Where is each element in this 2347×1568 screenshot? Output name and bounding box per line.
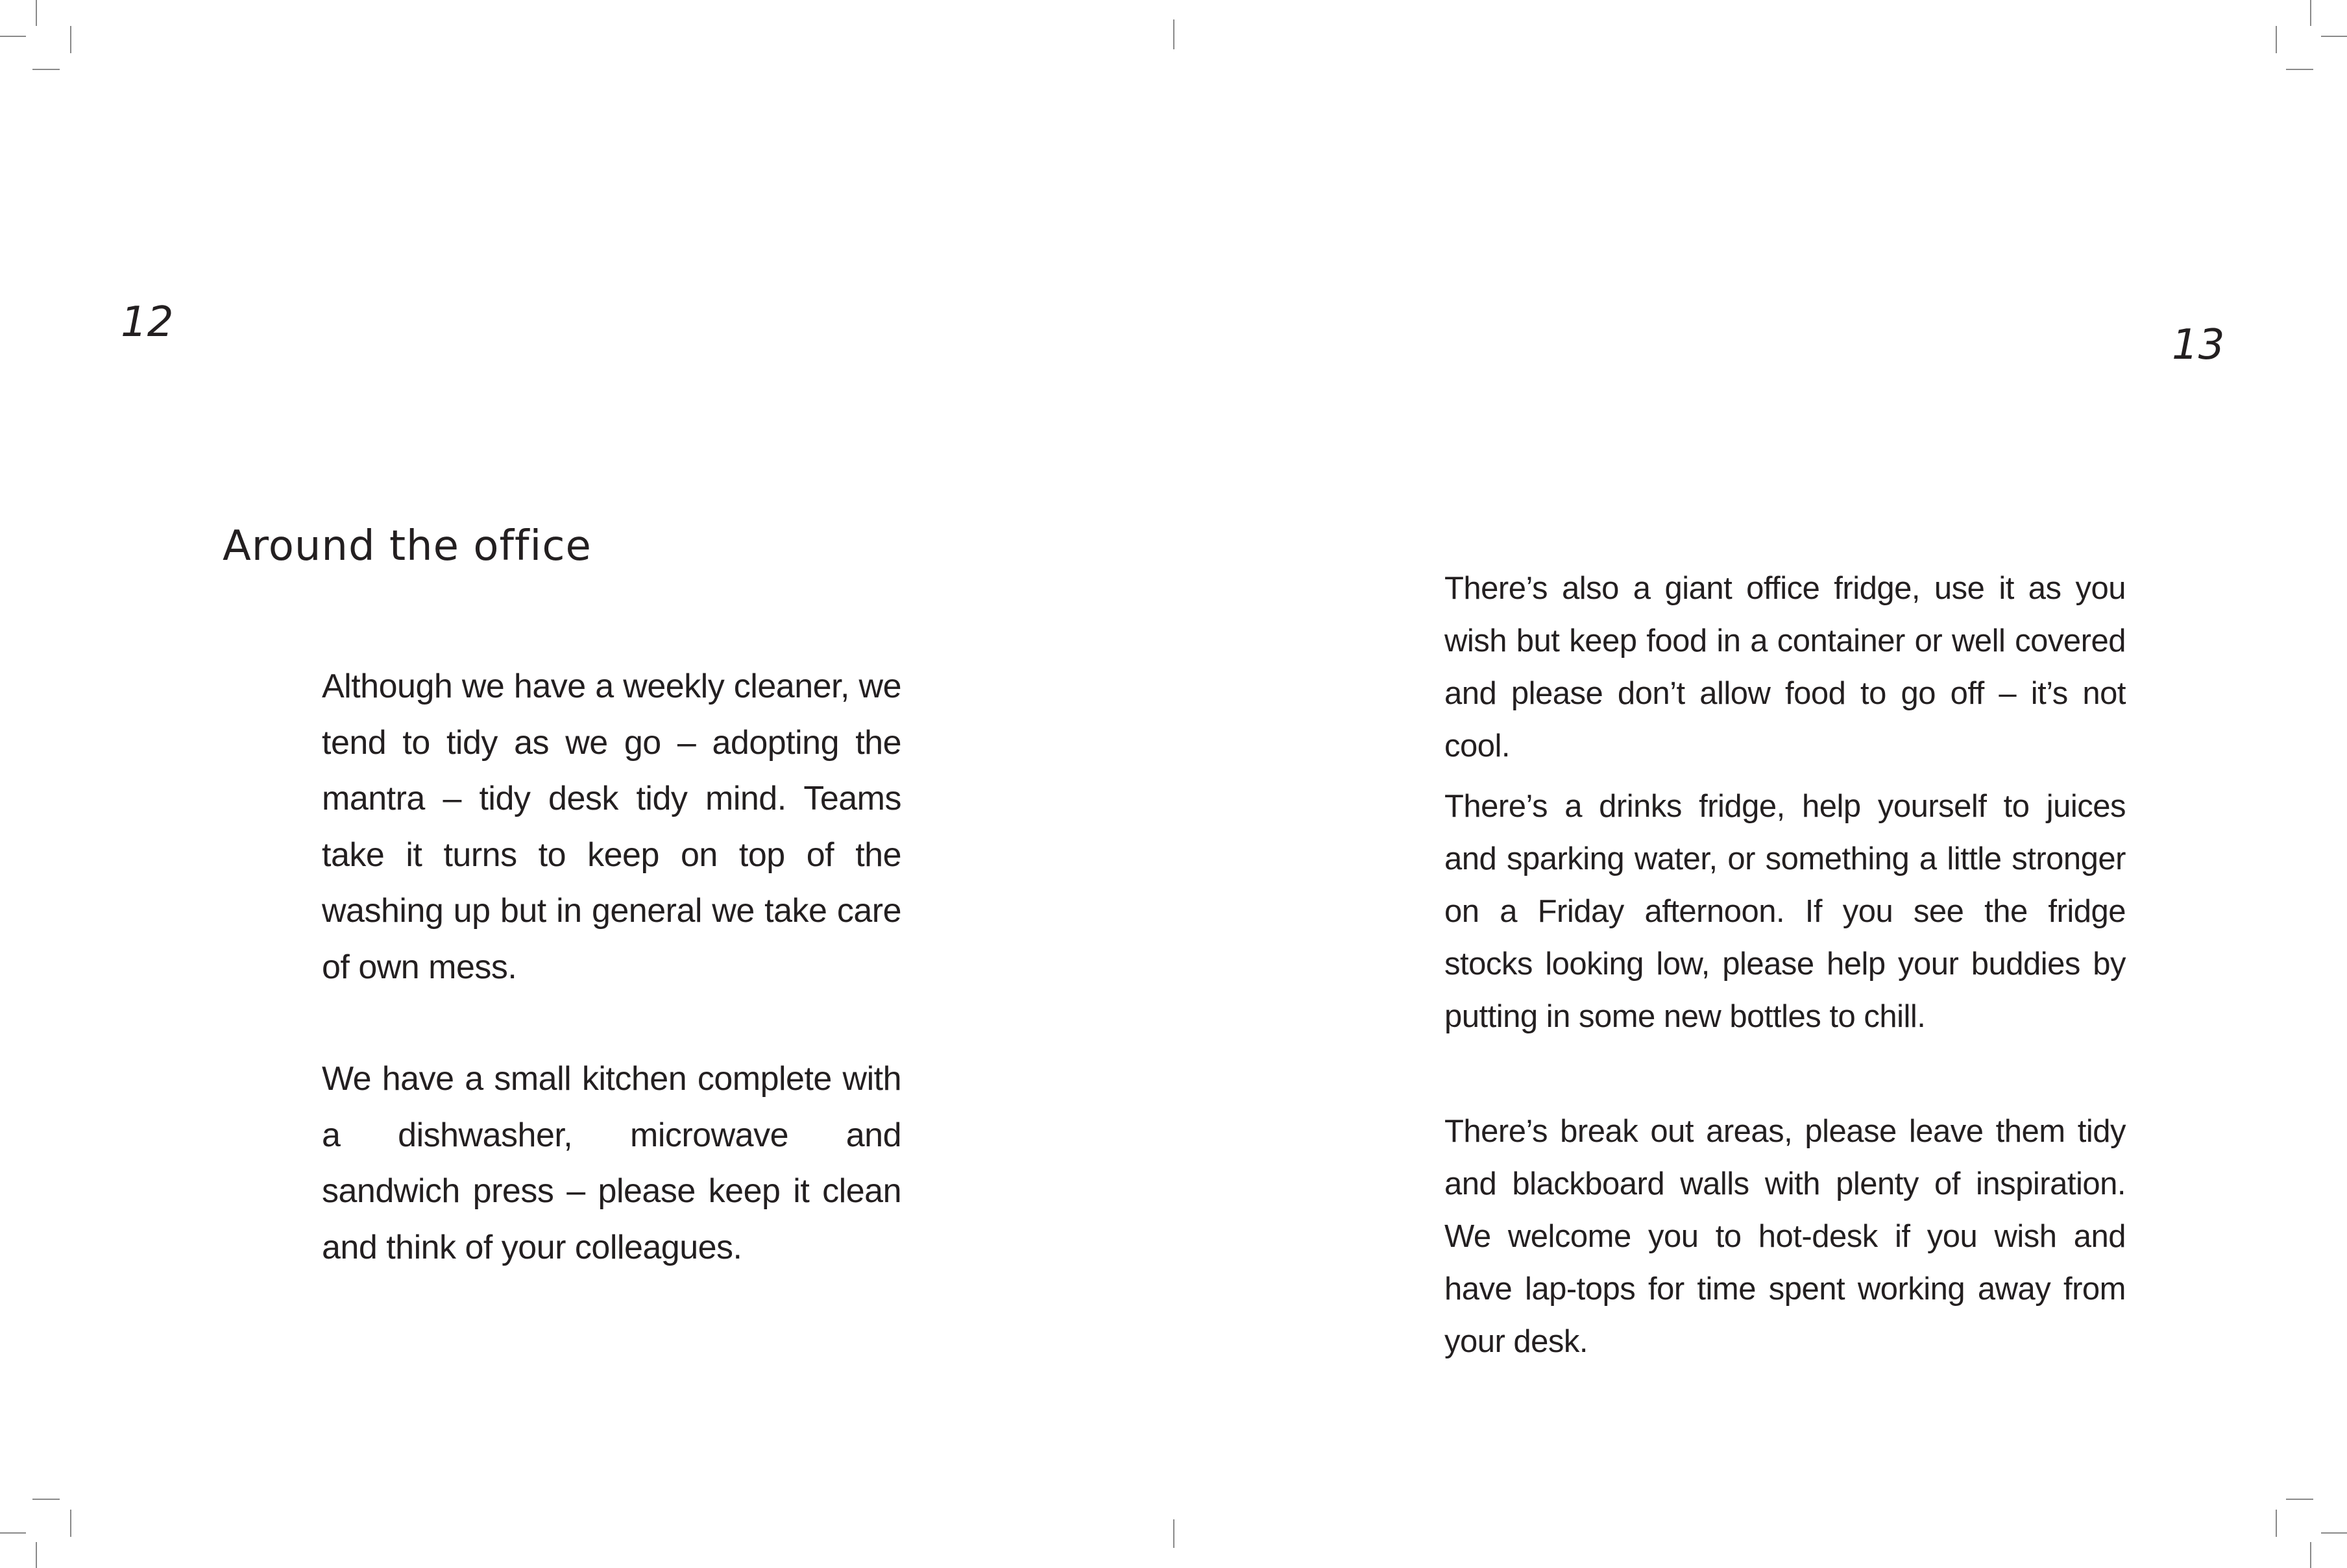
right-page-body	[1444, 562, 2126, 1368]
paragraph-break-out-areas: There’s break out areas, please leave them tidy and blackboard walls with plenty of inspiration. We welcome you to hot-desk if you wish and have lap-tops for time spent working away from your desk.	[1444, 1114, 2126, 1359]
left-page-body	[322, 658, 901, 1275]
crop-mark-bottom-left-horizontal-2	[0, 1532, 26, 1534]
crop-mark-bottom-left-vertical	[70, 1510, 71, 1537]
crop-mark-bottom-right-horizontal-2	[2321, 1532, 2347, 1534]
crop-mark-top-left-horizontal-2	[32, 69, 60, 70]
crop-mark-top-left-vertical-2	[70, 26, 71, 53]
crop-mark-bottom-center	[1173, 1519, 1174, 1548]
page-number-left: 12	[121, 298, 174, 346]
crop-mark-bottom-left-vertical-2	[36, 1542, 37, 1568]
crop-mark-top-right-horizontal-2	[2321, 36, 2347, 37]
paragraph-kitchen: We have a small kitchen complete with a dishwasher, microwave and sandwich press – please keep it clean and think of your colleagues.	[322, 1060, 901, 1266]
crop-mark-bottom-right-horizontal	[2286, 1499, 2313, 1500]
paragraph-office-fridge: There’s also a giant office fridge, use it as you wish but keep food in a container or well covered and please don’t allow food to go off – it’s not cool.	[1444, 571, 2126, 764]
paragraph-drinks-fridge: There’s a drinks fridge, help yourself to juices and sparking water, or something a little stronger on a Friday afternoon. If you see the fridge stocks looking low, please help your buddies by putting in some new bottles to chill.	[1444, 789, 2126, 1034]
crop-mark-bottom-right-vertical	[2276, 1510, 2277, 1537]
paragraph-tidying: Although we have a weekly cleaner, we tend to tidy as we go – adopting the mantra – tidy desk tidy mind. Teams take it turns to keep on top of the washing up but in general we take care of own mess.	[322, 668, 901, 986]
crop-mark-top-right-vertical	[2276, 26, 2277, 53]
section-heading: Around the office	[223, 522, 592, 570]
crop-mark-bottom-left-horizontal	[32, 1499, 60, 1500]
crop-mark-top-right-vertical-2	[2310, 0, 2311, 26]
crop-mark-top-left-vertical	[36, 0, 37, 26]
crop-mark-top-left-horizontal	[0, 36, 26, 37]
crop-mark-top-right-horizontal	[2286, 69, 2313, 70]
crop-mark-top-center	[1173, 19, 1174, 49]
crop-mark-bottom-right-vertical-2	[2310, 1542, 2311, 1568]
page-number-right: 13	[2172, 321, 2225, 369]
